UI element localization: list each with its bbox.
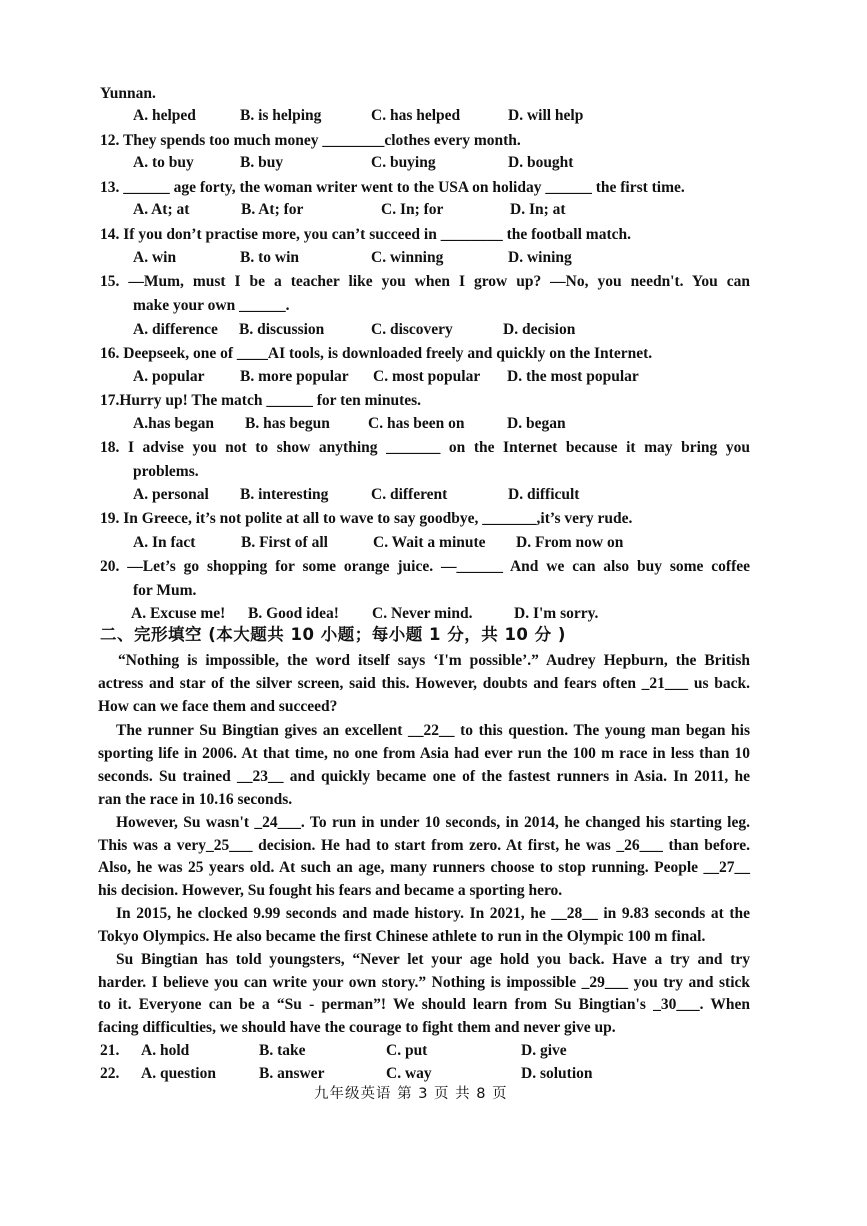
answer-option: B. to win bbox=[240, 249, 299, 266]
question-text: 19. In Greece, it’s not polite at all to wave to say goodbye, _______,it’s very rude. bbox=[100, 510, 633, 527]
answer-option: C. Wait a minute bbox=[373, 534, 486, 551]
answer-option: B. more popular bbox=[240, 368, 349, 385]
answer-option: B. Good idea! bbox=[248, 605, 339, 622]
passage-line: his decision. However, Su fought his fears and became a sporting hero. bbox=[98, 882, 563, 899]
answer-option: A. win bbox=[133, 249, 177, 266]
question-text: 14. If you don’t practise more, you can’t succeed in ________ the football match. bbox=[100, 226, 631, 243]
answer-option: C. put bbox=[386, 1042, 428, 1059]
passage-line: In 2015, he clocked 9.99 seconds and made history. In 2021, he __28__ in 9.83 seconds at the bbox=[116, 905, 750, 922]
passage-line: Tokyo Olympics. He also became the first Chinese athlete to run in the Olympic 100 m final. bbox=[98, 928, 706, 945]
answer-option: D. solution bbox=[521, 1065, 593, 1082]
answer-option: C. buying bbox=[371, 154, 436, 171]
passage-line: actress and star of the silver screen, said this. However, doubts and fears often _21___ us back. bbox=[98, 675, 750, 692]
answer-option: C. winning bbox=[371, 249, 444, 266]
answer-option: C. has helped bbox=[371, 107, 461, 124]
answer-option: A. At; at bbox=[133, 201, 190, 218]
question-text: 12. They spends too much money ________clothes every month. bbox=[100, 132, 521, 149]
question-text: 17.Hurry up! The match ______ for ten minutes. bbox=[100, 392, 422, 409]
question-text: 13. ______ age forty, the woman writer went to the USA on holiday ______ the first time. bbox=[100, 179, 685, 196]
question-text: 18. I advise you not to show anything _______ on the Internet because it may bring you bbox=[100, 439, 750, 456]
passage-line: seconds. Su trained __23__ and quickly became one of the fastest runners in Asia. In 2011, he bbox=[98, 768, 750, 785]
passage-line: Also, he was 25 years old. At such an age, many runners choose to stop running. People __27__ bbox=[98, 859, 750, 876]
answer-option: C. Never mind. bbox=[372, 605, 473, 622]
question-text: Yunnan. bbox=[100, 85, 156, 102]
answer-option: A. helped bbox=[133, 107, 196, 124]
answer-option: A. personal bbox=[133, 486, 209, 503]
answer-option: D. In; at bbox=[510, 201, 566, 218]
question-text: for Mum. bbox=[133, 582, 197, 599]
answer-number: 21. bbox=[100, 1042, 120, 1059]
answer-option: D. give bbox=[521, 1042, 567, 1059]
question-text: problems. bbox=[133, 463, 199, 480]
answer-option: D. will help bbox=[508, 107, 584, 124]
answer-option: D. wining bbox=[508, 249, 572, 266]
question-text: 20. —Let’s go shopping for some orange juice. —______ And we can also buy some coffee bbox=[100, 558, 750, 575]
answer-option: B. answer bbox=[259, 1065, 325, 1082]
passage-line: The runner Su Bingtian gives an excellent __22__ to this question. The young man began his bbox=[116, 722, 750, 739]
passage-line: facing difficulties, we should have the courage to fight them and never give up. bbox=[98, 1019, 616, 1036]
answer-number: 22. bbox=[100, 1065, 120, 1082]
answer-option: A. to buy bbox=[133, 154, 194, 171]
answer-option: B. At; for bbox=[241, 201, 304, 218]
answer-option: A.has began bbox=[133, 415, 214, 432]
answer-option: D. difficult bbox=[508, 486, 580, 503]
passage-line: How can we face them and succeed? bbox=[98, 698, 338, 715]
answer-option: C. way bbox=[386, 1065, 432, 1082]
answer-option: C. different bbox=[371, 486, 448, 503]
passage-line: to it. Everyone can be a “Su - perman”! We should learn from Su Bingtian's _30___. When bbox=[98, 996, 750, 1013]
answer-option: A. difference bbox=[133, 321, 218, 338]
answer-option: D. began bbox=[507, 415, 566, 432]
answer-option: A. hold bbox=[141, 1042, 190, 1059]
answer-option: B. has begun bbox=[245, 415, 330, 432]
passage-line: Su Bingtian has told youngsters, “Never let your age hold you back. Have a try and try bbox=[116, 951, 750, 968]
answer-option: B. First of all bbox=[241, 534, 328, 551]
answer-option: A. popular bbox=[133, 368, 205, 385]
answer-option: D. From now on bbox=[516, 534, 624, 551]
answer-option: A. question bbox=[141, 1065, 216, 1082]
question-text: 15. —Mum, must I be a teacher like you when I grow up? —No, you needn't. You can bbox=[100, 273, 750, 290]
question-text: make your own ______. bbox=[133, 297, 290, 314]
answer-option: A. Excuse me! bbox=[131, 605, 226, 622]
answer-option: B. discussion bbox=[239, 321, 325, 338]
question-text: 16. Deepseek, one of ____AI tools, is downloaded freely and quickly on the Internet. bbox=[100, 345, 653, 362]
section-heading: 二、完形填空 (本大题共 10 小题；每小题 1 分，共 10 分 ) bbox=[100, 625, 566, 644]
passage-line: However, Su wasn't _24___. To run in under 10 seconds, in 2014, he changed his starting leg. bbox=[116, 814, 750, 831]
passage-line: harder. I believe you can write your own story.” Nothing is impossible _29___ you try and stick bbox=[98, 974, 750, 991]
answer-option: D. I'm sorry. bbox=[514, 605, 599, 622]
answer-option: C. In; for bbox=[381, 201, 444, 218]
answer-option: C. discovery bbox=[371, 321, 453, 338]
answer-option: D. bought bbox=[508, 154, 574, 171]
passage-line: “Nothing is impossible, the word itself says ‘I'm possible’.” Audrey Hepburn, the British bbox=[118, 652, 750, 669]
answer-option: B. is helping bbox=[240, 107, 322, 124]
answer-option: D. the most popular bbox=[507, 368, 639, 385]
answer-option: C. has been on bbox=[368, 415, 465, 432]
passage-line: This was a very_25___ decision. He had to start from zero. At first, he was _26___ than before. bbox=[98, 837, 750, 854]
answer-option: B. take bbox=[259, 1042, 306, 1059]
page-footer: 九年级英语 第 3 页 共 8 页 bbox=[314, 1086, 508, 1102]
answer-option: C. most popular bbox=[373, 368, 481, 385]
answer-option: D. decision bbox=[503, 321, 576, 338]
passage-line: sporting life in 2006. At that time, no one from Asia had ever run the 100 m race in less than 10 bbox=[98, 745, 750, 762]
answer-option: A. In fact bbox=[133, 534, 196, 551]
answer-option: B. interesting bbox=[240, 486, 329, 503]
passage-line: ran the race in 10.16 seconds. bbox=[98, 791, 293, 808]
answer-option: B. buy bbox=[240, 154, 284, 171]
